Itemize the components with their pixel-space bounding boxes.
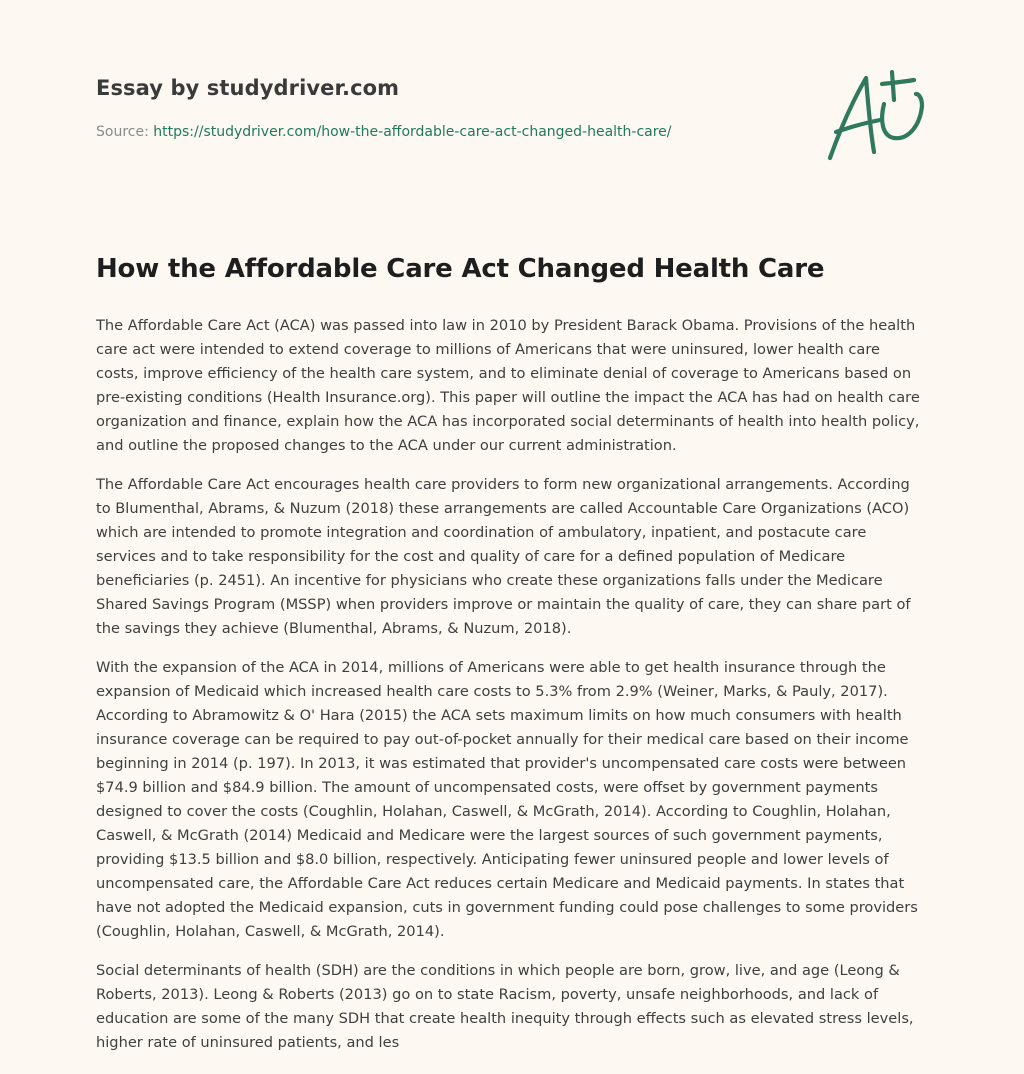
paragraph: The Affordable Care Act encourages health care providers to form new organizational arrangements. According to Blumenthal, Abrams, & Nuzum (2018) these arrangements are called Accountable Care Organizations (ACO) which are intended to promote integration and coordination of ambulatory, inpatient, and postacute care services and to take responsibility for the cost and quality of care for a defined population of Medicare beneficiaries (p. 2451). An incentive for physicians who create these organizations falls under the Medicare Shared Savings Program (MSSP) when providers improve or maintain the quality of care, they can share part of the savings they achieve (Blumenthal, Abrams, & Nuzum, 2018). [96, 476, 911, 637]
source-line [96, 124, 796, 140]
paragraph: With the expansion of the ACA in 2014, millions of Americans were able to get health insurance through the expansion of Medicaid which increased health care costs to 5.3% from 2.9% (Weiner, Marks, & Pauly, 2017). According to Abramowitz & O' Hara (2015) the ACA sets maximum limits on how much consumers with health insurance coverage can be required to pay out-of-pocket annually for their medical care based on their income beginning in 2014 (p. 197). In 2013, it was estimated that provider's uncompensated care costs were between $74.9 billion and $84.9 billion. The amount of uncompensated costs, were offset by government payments designed to cover the costs (Coughlin, Holahan, Caswell, & McGrath, 2014). According to Coughlin, Holahan, Caswell, & McGrath (2014) Medicaid and Medicare were the largest sources of such government payments, providing $13.5 billion and $8.0 billion, respectively. Anticipating fewer uninsured people and lower levels of uncompensated care, the Affordable Care Act reduces certain Medicare and Medicaid payments. In states that have not adopted the Medicaid expansion, cuts in government funding could pose challenges to some providers (Coughlin, Holahan, Caswell, & McGrath, 2014). [96, 659, 918, 940]
page-header [96, 76, 796, 140]
essay-title: How the Affordable Care Act Changed Health Care [96, 254, 825, 284]
essay-body [96, 314, 926, 1070]
paragraph: The Affordable Care Act (ACA) was passed into law in 2010 by President Barack Obama. Provisions of the health care act were intended to extend coverage to millions of Americans that were uninsured, lower health care costs, improve efficiency of the health care system, and to eliminate denial of coverage to Americans based on pre-existing conditions (Health Insurance.org). This paper will outline the impact the ACA has had on health care organization and finance, explain how the ACA has incorporated social determinants of health into health policy, and outline the proposed changes to the ACA under our current administration. [96, 317, 920, 454]
source-label: Source: [96, 124, 149, 140]
source-link[interactable]: https://studydriver.com/how-the-affordable-care-act-changed-health-care/ [153, 124, 672, 140]
brand-title: Essay by studydriver.com [96, 76, 400, 100]
paragraph: Social determinants of health (SDH) are the conditions in which people are born, grow, live, and age (Leong & Roberts, 2013). Leong & Roberts (2013) go on to state Racism, poverty, unsafe neighborhoods, and lack of education are some of the many SDH that create health inequity through effects such as elevated stress levels, higher rate of uninsured patients, and les [96, 962, 914, 1051]
a-plus-grade-icon [822, 68, 926, 164]
